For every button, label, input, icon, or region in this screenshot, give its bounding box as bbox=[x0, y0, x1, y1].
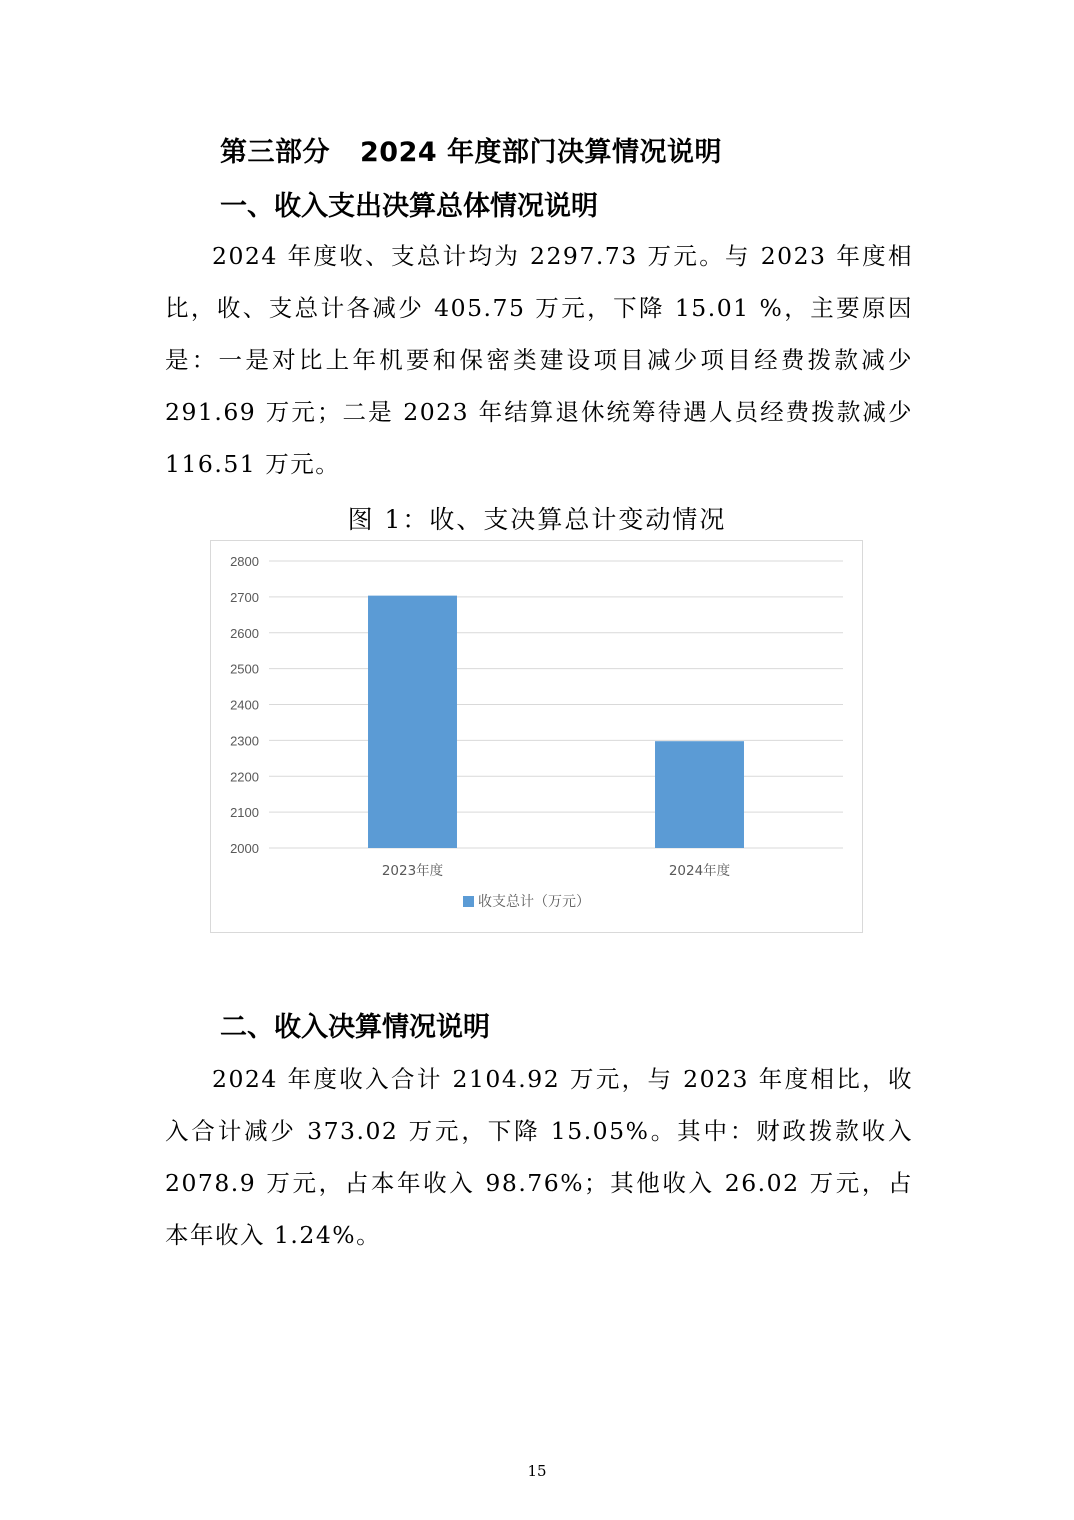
section-1-paragraph: 2024 年度收、支总计均为 2297.73 万元。与 2023 年度相比，收、支总计各减少 405.75 万元，下降 15.01 %，主要原因是：一是对比上年机要和保密类建设项目减少项目经费拨款减少 291.69 万元；二是 2023 年结算退休统筹待遇人员经费拨款减少 116.51 万元。 bbox=[165, 242, 913, 478]
y-tick-label: 2700 bbox=[230, 589, 259, 605]
y-tick-label: 2200 bbox=[230, 769, 259, 785]
section-2-heading: 二、收入决算情况说明 bbox=[220, 1012, 490, 1043]
y-tick-label: 2600 bbox=[230, 625, 259, 641]
y-tick-label: 2500 bbox=[230, 661, 259, 677]
page-number: 15 bbox=[527, 1462, 547, 1480]
x-tick-label: 2023年度 bbox=[381, 863, 444, 879]
section-1-heading: 一、收入支出决算总体情况说明 bbox=[220, 191, 598, 222]
y-tick-label: 2400 bbox=[230, 697, 259, 713]
y-tick-label: 2300 bbox=[230, 733, 259, 749]
x-tick-label: 2024年度 bbox=[668, 863, 731, 879]
legend-swatch bbox=[463, 896, 474, 907]
part-label: 第三部分 bbox=[220, 137, 330, 168]
bar-chart bbox=[210, 540, 863, 933]
report-title: 2024 年度部门决算情况说明 bbox=[360, 137, 723, 168]
part-title bbox=[220, 130, 722, 169]
chart-canvas bbox=[211, 541, 862, 932]
y-tick-label: 2100 bbox=[230, 805, 259, 821]
y-tick-label: 2000 bbox=[230, 841, 259, 856]
y-tick-label: 2800 bbox=[230, 554, 259, 569]
legend-label: 收支总计（万元） bbox=[478, 894, 590, 910]
section-2-paragraph: 2024 年度收入合计 2104.92 万元，与 2023 年度相比，收入合计减少 373.02 万元，下降 15.05%。其中：财政拨款收入 2078.9 万元，占本年收入 98.76%；其他收入 26.02 万元，占本年收入 1.24%。 bbox=[165, 1065, 913, 1249]
figure-caption: 图 1：收、支决算总计变动情况 bbox=[347, 505, 727, 534]
bar bbox=[655, 741, 744, 848]
bar bbox=[368, 596, 457, 848]
